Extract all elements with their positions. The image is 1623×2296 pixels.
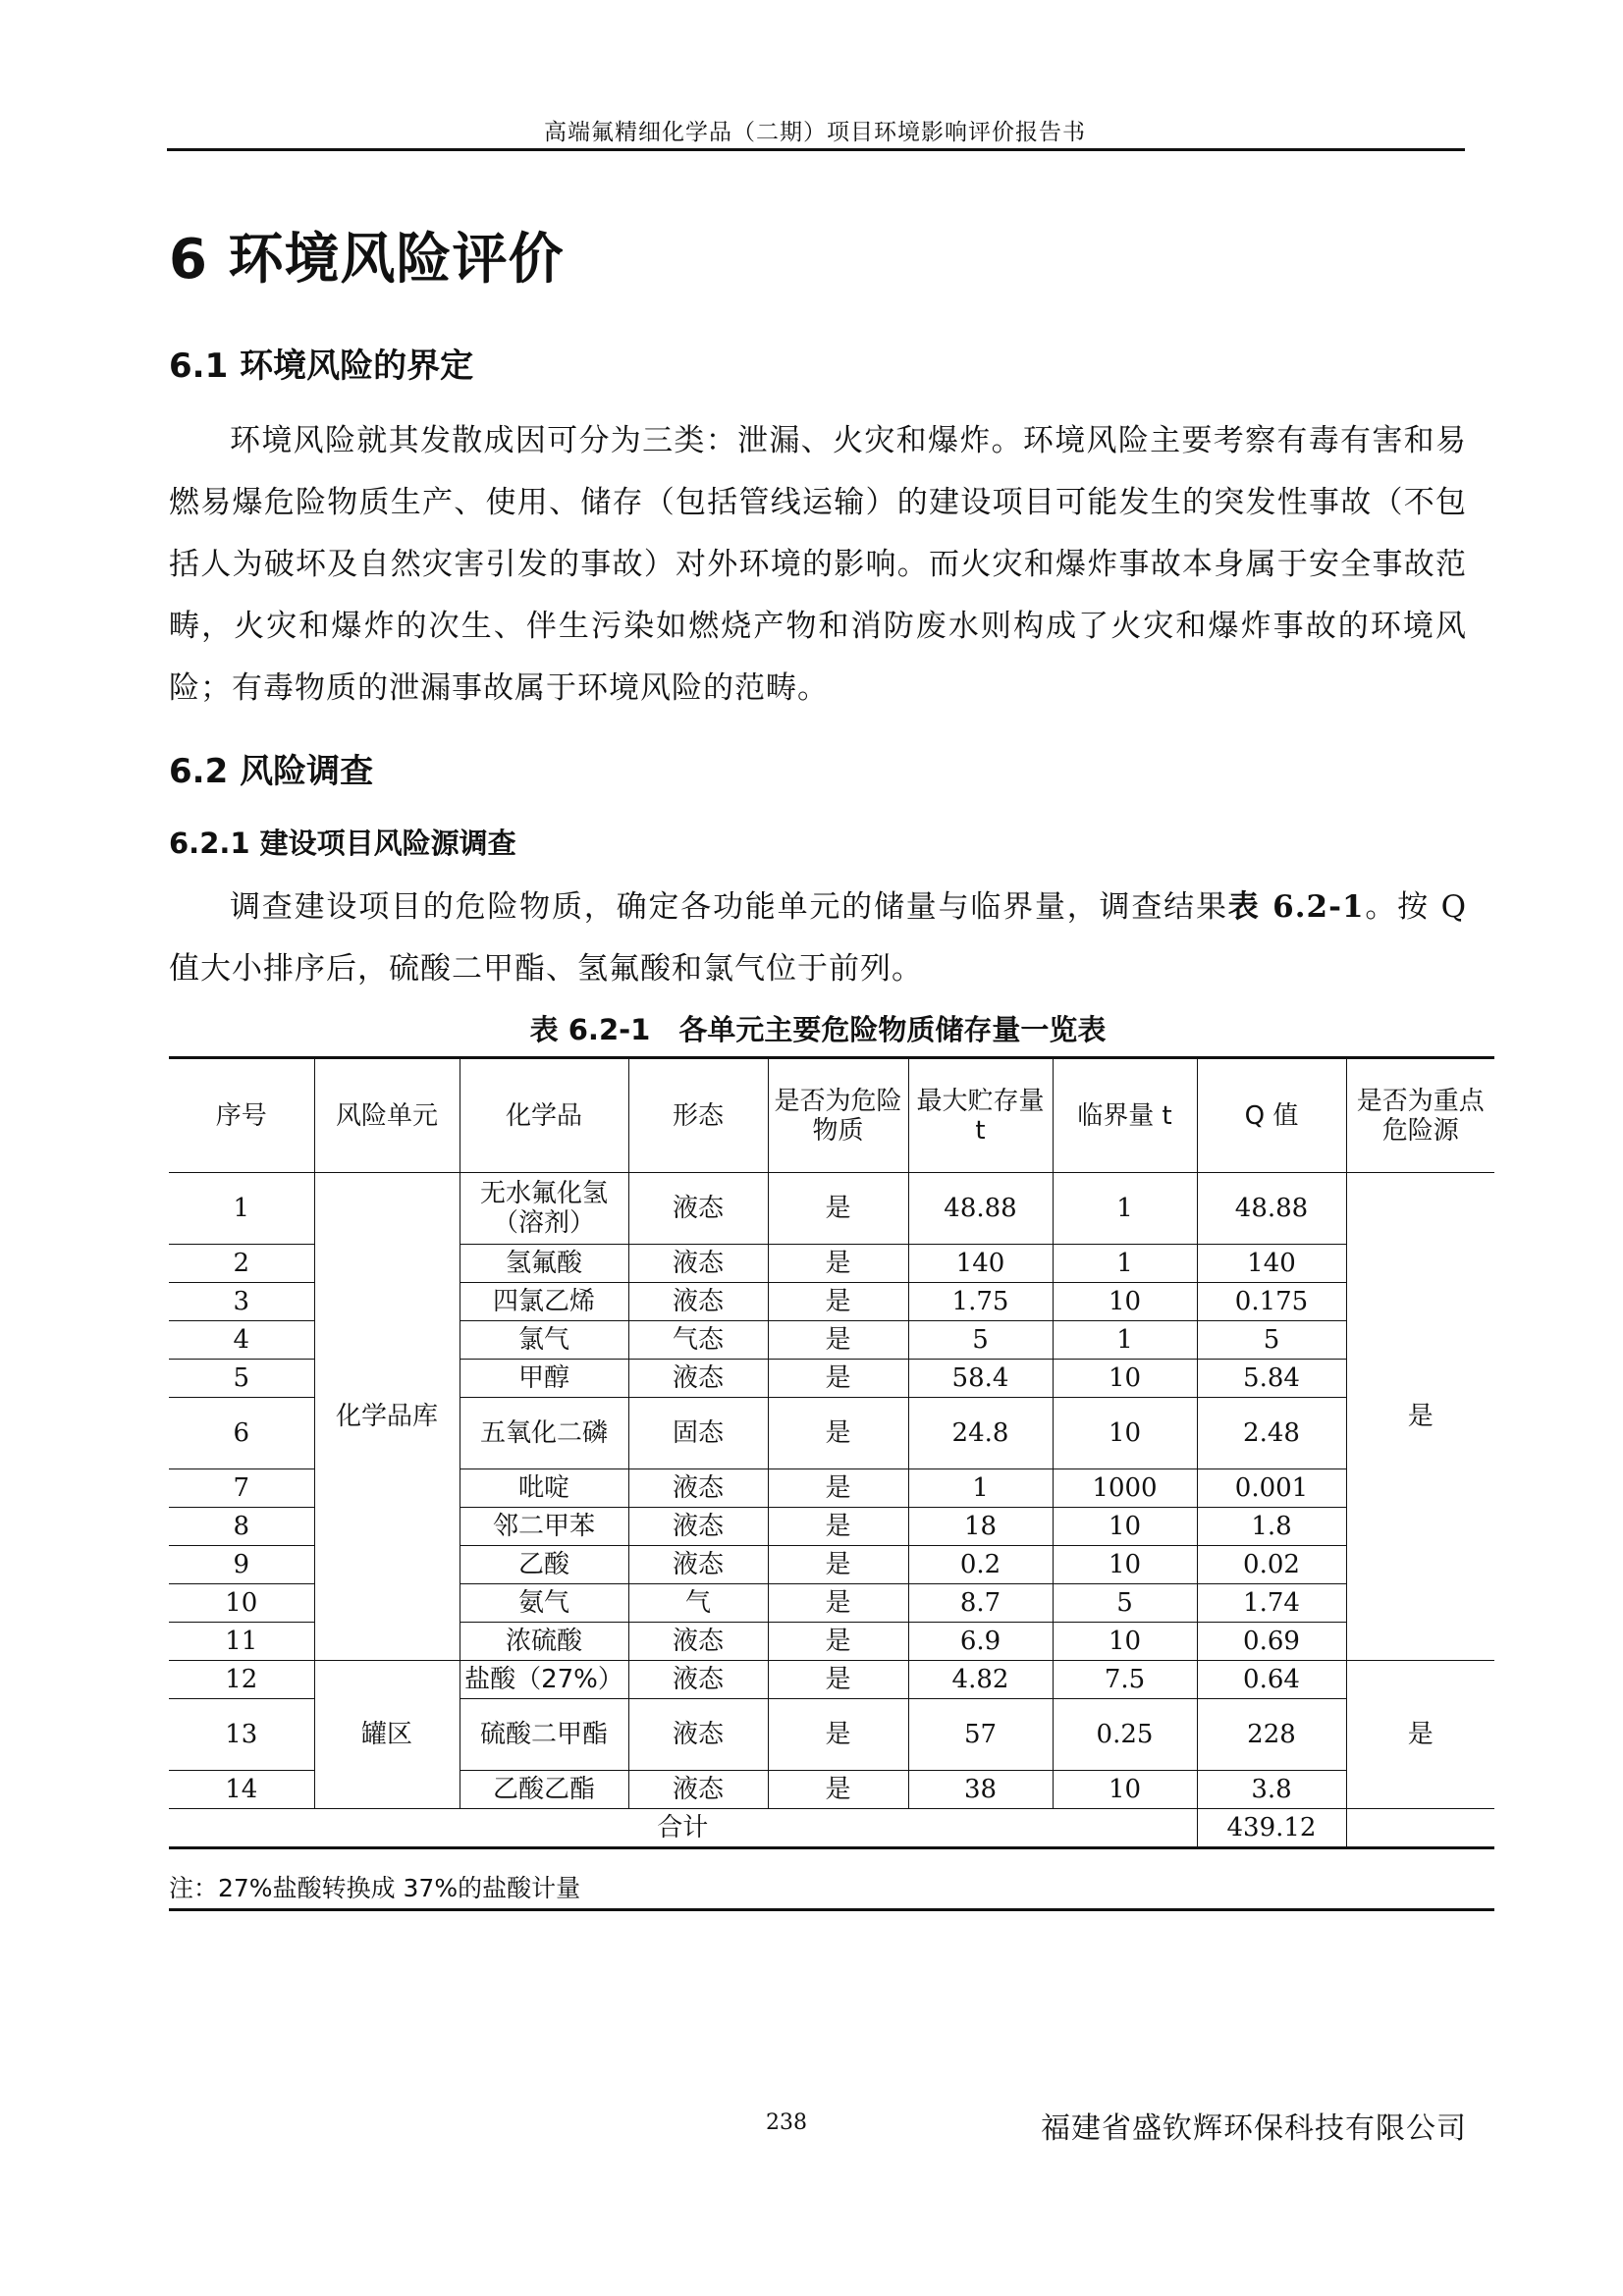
subsection-paragraph <box>169 877 1467 1000</box>
header-max-storage: 最大贮存量 t <box>908 1058 1053 1173</box>
cell-chemical: 邻二甲苯 <box>460 1508 628 1546</box>
cell-critical: 1 <box>1053 1245 1197 1283</box>
table-note: 注：27%盐酸转换成 37%的盐酸计量 <box>169 1869 1494 1911</box>
chapter-title: 6 环境风险评价 <box>169 228 565 292</box>
cell-no: 13 <box>169 1699 314 1771</box>
cell-unit-warehouse: 化学品库 <box>314 1173 460 1661</box>
cell-critical: 10 <box>1053 1360 1197 1398</box>
header-no: 序号 <box>169 1058 314 1173</box>
cell-chemical: 氢氟酸 <box>460 1245 628 1283</box>
cell-chemical: 乙酸 <box>460 1546 628 1584</box>
cell-q: 2.48 <box>1197 1398 1346 1469</box>
cell-hazardous: 是 <box>768 1546 908 1584</box>
cell-max-storage: 1 <box>908 1469 1053 1508</box>
cell-no: 9 <box>169 1546 314 1584</box>
cell-max-storage: 0.2 <box>908 1546 1053 1584</box>
cell-critical: 10 <box>1053 1508 1197 1546</box>
cell-hazardous: 是 <box>768 1283 908 1321</box>
cell-no: 11 <box>169 1623 314 1661</box>
header-state: 形态 <box>628 1058 768 1173</box>
cell-state: 液态 <box>628 1661 768 1699</box>
cell-chemical: 硫酸二甲酯 <box>460 1699 628 1771</box>
cell-max-storage: 1.75 <box>908 1283 1053 1321</box>
cell-hazardous: 是 <box>768 1360 908 1398</box>
cell-state: 液态 <box>628 1623 768 1661</box>
cell-state: 气 <box>628 1584 768 1623</box>
cell-chemical: 盐酸（27%） <box>460 1661 628 1699</box>
table-row <box>169 1661 1494 1699</box>
cell-state: 液态 <box>628 1245 768 1283</box>
cell-critical: 10 <box>1053 1283 1197 1321</box>
cell-q: 0.001 <box>1197 1469 1346 1508</box>
cell-critical: 10 <box>1053 1623 1197 1661</box>
subsection-title-6-2-1: 6.2.1 建设项目风险源调查 <box>169 827 516 860</box>
cell-hazardous: 是 <box>768 1623 908 1661</box>
cell-chemical: 四氯乙烯 <box>460 1283 628 1321</box>
cell-critical: 1 <box>1053 1173 1197 1245</box>
header-chemical: 化学品 <box>460 1058 628 1173</box>
cell-max-storage: 18 <box>908 1508 1053 1546</box>
cell-chemical: 吡啶 <box>460 1469 628 1508</box>
cell-state: 液态 <box>628 1508 768 1546</box>
table-header-row <box>169 1058 1494 1173</box>
cell-max-storage: 57 <box>908 1699 1053 1771</box>
header-hazardous: 是否为危险物质 <box>768 1058 908 1173</box>
cell-q: 0.02 <box>1197 1546 1346 1584</box>
cell-no: 10 <box>169 1584 314 1623</box>
cell-no: 6 <box>169 1398 314 1469</box>
cell-no: 2 <box>169 1245 314 1283</box>
cell-state: 液态 <box>628 1360 768 1398</box>
cell-hazardous: 是 <box>768 1584 908 1623</box>
cell-critical: 1 <box>1053 1321 1197 1360</box>
footer-company: 福建省盛钦辉环保科技有限公司 <box>1041 2111 1467 2146</box>
cell-q: 48.88 <box>1197 1173 1346 1245</box>
cell-chemical: 氯气 <box>460 1321 628 1360</box>
cell-critical: 10 <box>1053 1398 1197 1469</box>
table-row <box>169 1173 1494 1245</box>
cell-max-storage: 38 <box>908 1771 1053 1809</box>
cell-hazardous: 是 <box>768 1173 908 1245</box>
total-empty-cell <box>1346 1809 1494 1848</box>
cell-hazardous: 是 <box>768 1469 908 1508</box>
cell-no: 3 <box>169 1283 314 1321</box>
cell-critical: 1000 <box>1053 1469 1197 1508</box>
cell-no: 5 <box>169 1360 314 1398</box>
cell-no: 1 <box>169 1173 314 1245</box>
cell-max-storage: 140 <box>908 1245 1053 1283</box>
cell-state: 液态 <box>628 1771 768 1809</box>
table-total-row <box>169 1809 1494 1848</box>
cell-hazardous: 是 <box>768 1699 908 1771</box>
cell-max-storage: 4.82 <box>908 1661 1053 1699</box>
cell-hazardous: 是 <box>768 1661 908 1699</box>
total-label: 合计 <box>169 1809 1197 1848</box>
cell-critical: 10 <box>1053 1546 1197 1584</box>
table-reference: 表 6.2-1 <box>1227 889 1365 925</box>
paragraph-text-after: 。按 Q 值大小排序后，硫酸二甲酯、氢氟酸和氯气位于前列。 <box>169 889 1467 987</box>
cell-hazardous: 是 <box>768 1508 908 1546</box>
table-caption: 表 6.2-1 各单元主要危险物质储存量一览表 <box>529 1013 1107 1046</box>
header-rule <box>167 148 1465 151</box>
cell-state: 液态 <box>628 1283 768 1321</box>
cell-q: 1.8 <box>1197 1508 1346 1546</box>
cell-no: 8 <box>169 1508 314 1546</box>
cell-chemical: 浓硫酸 <box>460 1623 628 1661</box>
cell-state: 液态 <box>628 1546 768 1584</box>
cell-state: 液态 <box>628 1173 768 1245</box>
cell-max-storage: 24.8 <box>908 1398 1053 1469</box>
cell-no: 7 <box>169 1469 314 1508</box>
header-unit: 风险单元 <box>314 1058 460 1173</box>
cell-critical: 10 <box>1053 1771 1197 1809</box>
cell-chemical: 甲醇 <box>460 1360 628 1398</box>
cell-state: 固态 <box>628 1398 768 1469</box>
cell-hazardous: 是 <box>768 1245 908 1283</box>
cell-q: 3.8 <box>1197 1771 1346 1809</box>
cell-chemical: 无水氟化氢（溶剂） <box>460 1173 628 1245</box>
cell-no: 14 <box>169 1771 314 1809</box>
cell-max-storage: 6.9 <box>908 1623 1053 1661</box>
cell-state: 气态 <box>628 1321 768 1360</box>
cell-max-storage: 58.4 <box>908 1360 1053 1398</box>
cell-q: 0.175 <box>1197 1283 1346 1321</box>
running-header: 高端氟精细化学品（二期）项目环境影响评价报告书 <box>544 120 1086 145</box>
cell-chemical: 乙酸乙酯 <box>460 1771 628 1809</box>
section-6-1-paragraph: 环境风险就其发散成因可分为三类：泄漏、火灾和爆炸。环境风险主要考察有毒有害和易燃易爆危险物质生产、使用、储存（包括管线运输）的建设项目可能发生的突发性事故（不包括人为破坏及自然灾害引发的事故）对外环境的影响。而火灾和爆炸事故本身属于安全事故范畴，火灾和爆炸的次生、伴生污染如燃烧产物和消防废水则构成了火灾和爆炸事故的环境风险；有毒物质的泄漏事故属于环境风险的范畴。 <box>169 423 1467 706</box>
cell-hazardous: 是 <box>768 1321 908 1360</box>
cell-no: 4 <box>169 1321 314 1360</box>
cell-state: 液态 <box>628 1469 768 1508</box>
cell-q: 228 <box>1197 1699 1346 1771</box>
section-title-6-2: 6.2 风险调查 <box>169 752 374 791</box>
cell-hazardous: 是 <box>768 1771 908 1809</box>
cell-unit-tank: 罐区 <box>314 1661 460 1809</box>
table-body <box>169 1173 1494 1809</box>
cell-max-storage: 48.88 <box>908 1173 1053 1245</box>
cell-state: 液态 <box>628 1699 768 1771</box>
header-major: 是否为重点危险源 <box>1346 1058 1494 1173</box>
cell-q: 0.69 <box>1197 1623 1346 1661</box>
cell-q: 140 <box>1197 1245 1346 1283</box>
cell-q: 1.74 <box>1197 1584 1346 1623</box>
section-title-6-1: 6.1 环境风险的界定 <box>169 347 474 386</box>
hazard-storage-table <box>169 1056 1494 1849</box>
cell-hazardous: 是 <box>768 1398 908 1469</box>
cell-major-warehouse: 是 <box>1346 1173 1494 1661</box>
cell-chemical: 氨气 <box>460 1584 628 1623</box>
cell-critical: 0.25 <box>1053 1699 1197 1771</box>
total-value: 439.12 <box>1197 1809 1346 1848</box>
cell-critical: 5 <box>1053 1584 1197 1623</box>
cell-q: 5 <box>1197 1321 1346 1360</box>
cell-q: 5.84 <box>1197 1360 1346 1398</box>
cell-max-storage: 5 <box>908 1321 1053 1360</box>
cell-max-storage: 8.7 <box>908 1584 1053 1623</box>
page-number: 238 <box>766 2110 807 2135</box>
cell-critical: 7.5 <box>1053 1661 1197 1699</box>
paragraph-text-before: 调查建设项目的危险物质，确定各功能单元的储量与临界量，调查结果 <box>230 889 1228 925</box>
cell-no: 12 <box>169 1661 314 1699</box>
cell-major-tank: 是 <box>1346 1661 1494 1809</box>
header-q: Q 值 <box>1197 1058 1346 1173</box>
cell-q: 0.64 <box>1197 1661 1346 1699</box>
cell-chemical: 五氧化二磷 <box>460 1398 628 1469</box>
header-critical: 临界量 t <box>1053 1058 1197 1173</box>
